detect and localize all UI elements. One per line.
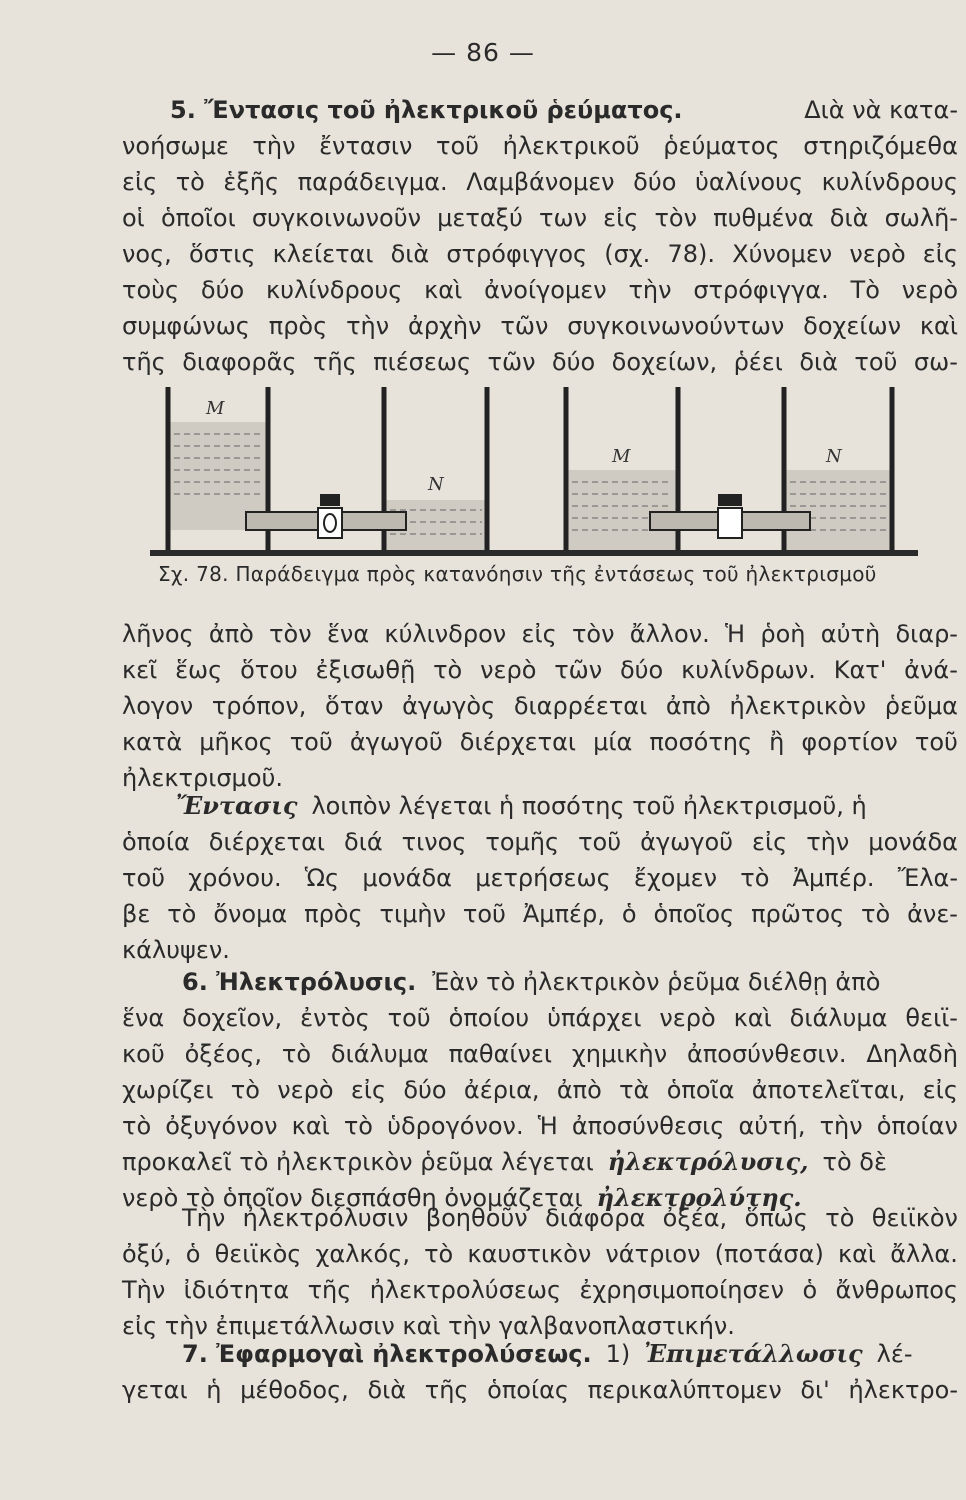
word: εἰς — [603, 204, 639, 232]
section-6-heading: 6. Ἠλεκτρόλυσις. — [182, 968, 417, 996]
word: ὑαλίνους — [694, 168, 804, 196]
word: ἠλεκτρικοῦ — [502, 132, 640, 160]
word: τὸ — [433, 656, 463, 684]
word: λογον — [122, 692, 194, 720]
word: τὸν — [269, 620, 312, 648]
word: φορτίον — [801, 728, 898, 756]
word: ὁποία — [122, 828, 190, 856]
term-entasis: Ἔντασις — [176, 791, 298, 820]
word: ἐξισωθῇ — [315, 656, 416, 684]
text-line-rest: Ἐὰν τὸ ἠλεκτρικὸν ῥεῦμα διέλθῃ ἀπὸ — [432, 968, 881, 996]
word: Λαμβάνομεν — [466, 168, 615, 196]
valve-handle-left — [320, 494, 340, 506]
word: σω- — [913, 348, 958, 376]
word: νοήσωμε — [122, 132, 229, 160]
word: Τὴν — [182, 1204, 226, 1232]
word: πρῶτος — [751, 900, 845, 928]
word: Δηλαδὴ — [866, 1040, 958, 1068]
word: γεται — [122, 1376, 188, 1404]
term-electrolysis: ἠλεκτρόλυσις, — [607, 1147, 809, 1176]
word: διέρχεται — [208, 828, 326, 856]
word: στρόφιγγος — [446, 240, 588, 268]
word: ἢ — [769, 728, 785, 756]
word: τὸ — [740, 864, 770, 892]
word: δύο — [633, 168, 677, 196]
word: δύο — [619, 656, 664, 684]
word: ἕνα — [326, 620, 370, 648]
text-line — [122, 308, 958, 344]
word: ἕως — [175, 656, 223, 684]
word: καὶ — [837, 1240, 877, 1268]
word: καὶ — [919, 312, 958, 340]
word: διὰ — [799, 348, 838, 376]
text-segment: 1) — [605, 1340, 631, 1368]
word: τὸν — [571, 620, 615, 648]
label-n-right: N — [826, 446, 842, 467]
word: κεῖ — [122, 656, 158, 684]
word: δύο — [551, 348, 596, 376]
word: ἀνοίγομεν — [484, 276, 607, 304]
word: ῥέει — [733, 348, 783, 376]
word: περικαλύπτομεν — [587, 1376, 782, 1404]
word: Κατ' — [833, 656, 887, 684]
figure-78-communicating-vessels — [150, 382, 920, 562]
word: ὅτου — [240, 656, 298, 684]
word: μέθοδος, — [240, 1376, 349, 1404]
word: διαρρέεται — [513, 692, 648, 720]
word: καὶ — [291, 1112, 330, 1140]
label-n-left: N — [428, 474, 444, 495]
word: θειϊκὸν — [871, 1204, 958, 1232]
word: τῆς — [122, 348, 166, 376]
word: τινος — [401, 828, 467, 856]
word: μονάδα — [868, 828, 958, 856]
text-line — [122, 1036, 958, 1072]
section-7-heading: 7. Ἐφαρμογαὶ ἠλεκτρολύσεως. — [182, 1340, 592, 1368]
word: ἀνε- — [907, 900, 958, 928]
text-line — [122, 652, 958, 688]
word: τοὺς — [122, 276, 180, 304]
word: μῆκος — [199, 728, 273, 756]
word: διὰ — [829, 204, 869, 232]
word: πρὸς — [268, 312, 328, 340]
word: τῶν — [500, 312, 549, 340]
word: τὴν — [346, 312, 390, 340]
word: τιμὴν — [379, 900, 446, 928]
word: τὸ — [861, 900, 891, 928]
word: διάλυμα — [330, 1040, 429, 1068]
right-apparatus — [566, 387, 892, 550]
word: εἰς — [752, 828, 788, 856]
word: τῆς — [312, 348, 357, 376]
word: τὴν — [806, 828, 850, 856]
term-plating: Ἐπιμετάλλωσις — [644, 1339, 863, 1368]
word: τὴν — [252, 132, 296, 160]
word: (ποτάσα) — [714, 1240, 824, 1268]
base-platform — [150, 550, 918, 556]
word: ἡ — [206, 1376, 222, 1404]
word: καυστικὸν — [467, 1240, 592, 1268]
word: διέρχεται — [459, 728, 577, 756]
word: κύλινδρον — [384, 620, 507, 648]
word: διαφορᾶς — [182, 348, 297, 376]
word: τῶν — [554, 656, 603, 684]
word: τοῦ — [289, 728, 333, 756]
word: ὁποίαν — [876, 1112, 958, 1140]
word: χωρίζει — [122, 1076, 214, 1104]
text-line — [122, 724, 958, 760]
word: νερὸ — [480, 656, 537, 684]
word: Τὴν — [122, 1276, 166, 1304]
word: τὰ — [619, 1076, 650, 1104]
word: αὐτή, — [738, 1112, 806, 1140]
word: στρόφιγγα. — [693, 276, 829, 304]
word: ἀπὸ — [665, 692, 711, 720]
word: χαλκός, — [315, 1240, 410, 1268]
word: ἠλεκτρόλυσιν — [242, 1204, 409, 1232]
text-line — [122, 200, 958, 236]
text-line — [122, 964, 958, 1000]
word: διάφορα — [545, 1204, 646, 1232]
word: ὁποίας — [487, 1376, 569, 1404]
text-line — [122, 272, 958, 308]
definition-paragraph — [122, 788, 958, 968]
text-line — [122, 616, 958, 652]
word: Ἡ — [537, 1112, 558, 1140]
word: ἀποτελεῖται, — [751, 1076, 906, 1104]
word: ῥοὴ — [760, 620, 806, 648]
word: ὅταν — [325, 692, 384, 720]
word: εἰς — [350, 1076, 387, 1104]
word: διὰ — [390, 240, 430, 268]
word: ἑξῆς — [223, 168, 280, 196]
word: κατὰ — [122, 728, 183, 756]
word: τοῦ — [436, 132, 480, 160]
section-5-paragraph — [122, 92, 958, 380]
text-segment: προκαλεῖ τὸ ἠλεκτρικὸν ῥεῦμα λέγεται — [122, 1148, 594, 1176]
word: ἀγωγοῦ — [349, 728, 443, 756]
word: τοῦ — [387, 1004, 431, 1032]
text-line — [122, 1336, 958, 1372]
valve-body-left — [318, 508, 342, 538]
word: τὴν — [819, 1112, 863, 1140]
page-number: — 86 — — [431, 38, 535, 67]
word: τὸ — [343, 1112, 373, 1140]
word: (σχ. — [604, 240, 651, 268]
word: τῆς — [424, 1376, 469, 1404]
word: νος, — [122, 240, 172, 268]
word: κυλίνδρους — [266, 276, 403, 304]
word: ἀνά- — [904, 656, 958, 684]
word: ὁ — [621, 900, 637, 928]
word: μετρήσεως — [475, 864, 611, 892]
word: διάλυμα — [789, 1004, 888, 1032]
text-line — [122, 344, 958, 380]
label-m-left: M — [206, 398, 225, 419]
word: κυλίνδρους — [821, 168, 958, 196]
word: Ἀμπέρ. — [792, 864, 875, 892]
word: ὁ — [185, 1240, 201, 1268]
word: ποσότης — [649, 728, 753, 756]
word: Ἀμπέρ, — [522, 900, 605, 928]
word: οἱ — [122, 204, 145, 232]
word: νερὸ — [901, 276, 958, 304]
word: ὑδρογόνον. — [387, 1112, 524, 1140]
continuation-paragraph — [122, 616, 958, 796]
text-line — [122, 236, 958, 272]
word: πιέσεως — [373, 348, 472, 376]
word: ἠλεκτρολύσεως — [369, 1276, 562, 1304]
valve-body-right — [718, 508, 742, 538]
word: Ἡ — [725, 620, 746, 648]
word: σωλῆ- — [884, 204, 958, 232]
text-line — [122, 788, 958, 824]
word: χημικὴν — [571, 1040, 668, 1068]
word: τὴν — [628, 276, 672, 304]
word: τοῦ — [122, 864, 166, 892]
word: μία — [593, 728, 633, 756]
word: ὁ — [802, 1276, 818, 1304]
word: μονάδα — [362, 864, 452, 892]
text-line — [122, 824, 958, 860]
word: ἄλλα. — [890, 1240, 958, 1268]
text-line — [122, 860, 958, 896]
word: διά — [344, 828, 383, 856]
word: ὁποίου — [448, 1004, 530, 1032]
text-line — [122, 896, 958, 932]
word: τὸ — [175, 168, 205, 196]
word: ἔχομεν — [633, 864, 718, 892]
word: τῶν — [487, 348, 536, 376]
text-segment: τὸ δὲ — [822, 1148, 887, 1176]
word: ἐντὸς — [300, 1004, 370, 1032]
word: συγκοινωνούντων — [567, 312, 785, 340]
word: ἀγωγὸς — [402, 692, 496, 720]
word: νάτριον — [605, 1240, 701, 1268]
word: κυλίνδρων. — [681, 656, 816, 684]
word: Τὸ — [850, 276, 880, 304]
word: θειϊκὸς — [214, 1240, 302, 1268]
word: δύο — [200, 276, 245, 304]
text-segment: νερὸ τὸ ὁποῖον διεσπάσθη ὀνομάζεται — [122, 1184, 583, 1212]
word: ὁποῖος — [653, 900, 735, 928]
left-apparatus — [168, 387, 487, 550]
word: ῥεῦμα — [884, 692, 958, 720]
word: νερὸ — [849, 240, 906, 268]
word: κλείεται — [272, 240, 374, 268]
word: ἠλεκτρο- — [848, 1376, 958, 1404]
word: ἀπὸ — [556, 1076, 602, 1104]
word: τὸ — [230, 1076, 260, 1104]
text-line — [122, 164, 958, 200]
word: μεταξύ — [437, 204, 523, 232]
word: ἠλεκτρικὸν — [729, 692, 867, 720]
word: ὀξέα, — [662, 1204, 728, 1232]
text-line — [122, 1372, 958, 1408]
word: βοηθοῦν — [425, 1204, 528, 1232]
term-electrolyte: ἠλεκτρολύτης. — [596, 1183, 802, 1212]
word: τῆς — [307, 1276, 352, 1304]
word: Ὡς — [304, 864, 340, 892]
word: ἕνα — [122, 1004, 165, 1032]
word: ἀέρια, — [463, 1076, 540, 1104]
word: νερὸ — [277, 1076, 334, 1104]
word: εἰς — [122, 168, 158, 196]
word: ὀξύ, — [122, 1240, 172, 1268]
word: παθαίνει — [448, 1040, 553, 1068]
word: θειϊ- — [905, 1004, 958, 1032]
word: στηριζόμεθα — [803, 132, 958, 160]
word: ἐχρησιμοποίησεν — [579, 1276, 785, 1304]
text-line — [122, 92, 958, 128]
section-6-paragraph — [122, 964, 958, 1216]
word: ὁποῖοι — [160, 204, 236, 232]
text-line: ἠλεκτρισμοῦ. — [122, 764, 284, 792]
valve-handle-right — [718, 494, 742, 506]
word: δοχείων, — [611, 348, 718, 376]
word: Χύνομεν — [732, 240, 833, 268]
uses-paragraph — [122, 1200, 958, 1344]
word: πυθμένα — [713, 204, 814, 232]
word: ἔντασιν — [319, 132, 413, 160]
word: ἀποσύνθεσιν. — [687, 1040, 847, 1068]
text-line — [122, 688, 958, 724]
word: συμφώνως — [122, 312, 250, 340]
text-line — [122, 1072, 958, 1108]
word: πρὸς — [304, 900, 363, 928]
word: ῥεύματος — [663, 132, 780, 160]
word: συγκοινωνοῦν — [251, 204, 421, 232]
word: τρόπον, — [211, 692, 307, 720]
word: βε — [122, 900, 151, 928]
word: εἰς — [521, 620, 557, 648]
word: διὰ — [367, 1376, 407, 1404]
word: καὶ — [733, 1004, 772, 1032]
word: τὸ — [167, 900, 197, 928]
word: ὄνομα — [213, 900, 288, 928]
text-line — [122, 1236, 958, 1272]
word: δοχεῖον, — [182, 1004, 283, 1032]
word: νερὸ — [659, 1004, 716, 1032]
word: ἀγωγοῦ — [640, 828, 734, 856]
word: τὸν — [654, 204, 698, 232]
text-line — [122, 1272, 958, 1308]
word: τοῦ — [914, 728, 958, 756]
word: τοῦ — [462, 900, 506, 928]
text-line — [122, 1108, 958, 1144]
word: ὁποῖα — [666, 1076, 735, 1104]
word: ἀρχὴν — [408, 312, 482, 340]
text-line: εἰς τὴν ἐπιμετάλλωσιν καὶ τὴν γαλβανοπλαστικήν. — [122, 1312, 735, 1340]
text-line — [122, 1144, 958, 1180]
word: ἀποσύνθεσις — [571, 1112, 725, 1140]
label-m-right: M — [612, 446, 631, 467]
word: τὸ — [825, 1204, 855, 1232]
word: τὸ — [122, 1112, 152, 1140]
word: χρόνου. — [188, 864, 282, 892]
word: εἰς — [922, 1076, 958, 1104]
word: ἄλλον. — [629, 620, 710, 648]
word: ὅστις — [188, 240, 256, 268]
word: ἀπὸ — [208, 620, 254, 648]
word: διαρ- — [895, 620, 958, 648]
word: ὀξέος, — [184, 1040, 263, 1068]
word: τοῦ — [578, 828, 622, 856]
figure-caption: Σχ. 78. Παράδειγμα πρὸς κατανόησιν τῆς ἐντάσεως τοῦ ἠλεκτρισμοῦ — [158, 562, 877, 586]
word: καὶ — [424, 276, 463, 304]
word: εἰς — [922, 240, 958, 268]
word: δύο — [403, 1076, 447, 1104]
text-line — [122, 1200, 958, 1236]
text-line — [122, 128, 958, 164]
word: τοῦ — [854, 348, 898, 376]
text-line-rest: λοιπὸν λέγεται ἡ ποσότης τοῦ ἠλεκτρισμοῦ, ἡ — [311, 792, 867, 820]
section-7-paragraph — [122, 1336, 958, 1408]
word: τὸ — [424, 1240, 454, 1268]
section-5-heading: 5. Ἔντασις τοῦ ἠλεκτρικοῦ ῥεύματος. — [170, 96, 683, 124]
word: ἰδιότητα — [183, 1276, 290, 1304]
word: τὸ — [281, 1040, 312, 1068]
word: παράδειγμα. — [297, 168, 448, 196]
text-line-rest: Διὰ νὰ κατα- — [804, 96, 958, 124]
word: λῆνος — [122, 620, 194, 648]
word: 78). — [667, 240, 715, 268]
word: δοχείων — [803, 312, 901, 340]
text-line: κάλυψεν. — [122, 936, 230, 964]
word: κοῦ — [122, 1040, 165, 1068]
word: αὐτὴ — [820, 620, 881, 648]
word: ἄνθρωπος — [835, 1276, 958, 1304]
text-segment: λέ- — [876, 1340, 913, 1368]
word: ὑπάρχει — [547, 1004, 642, 1032]
word: ὅπως — [744, 1204, 808, 1232]
text-line — [122, 1000, 958, 1036]
word: ὀξυγόνον — [165, 1112, 278, 1140]
word: των — [539, 204, 587, 232]
word: δι' — [800, 1376, 830, 1404]
word: Ἔλα- — [897, 864, 958, 892]
word: τομῆς — [485, 828, 560, 856]
